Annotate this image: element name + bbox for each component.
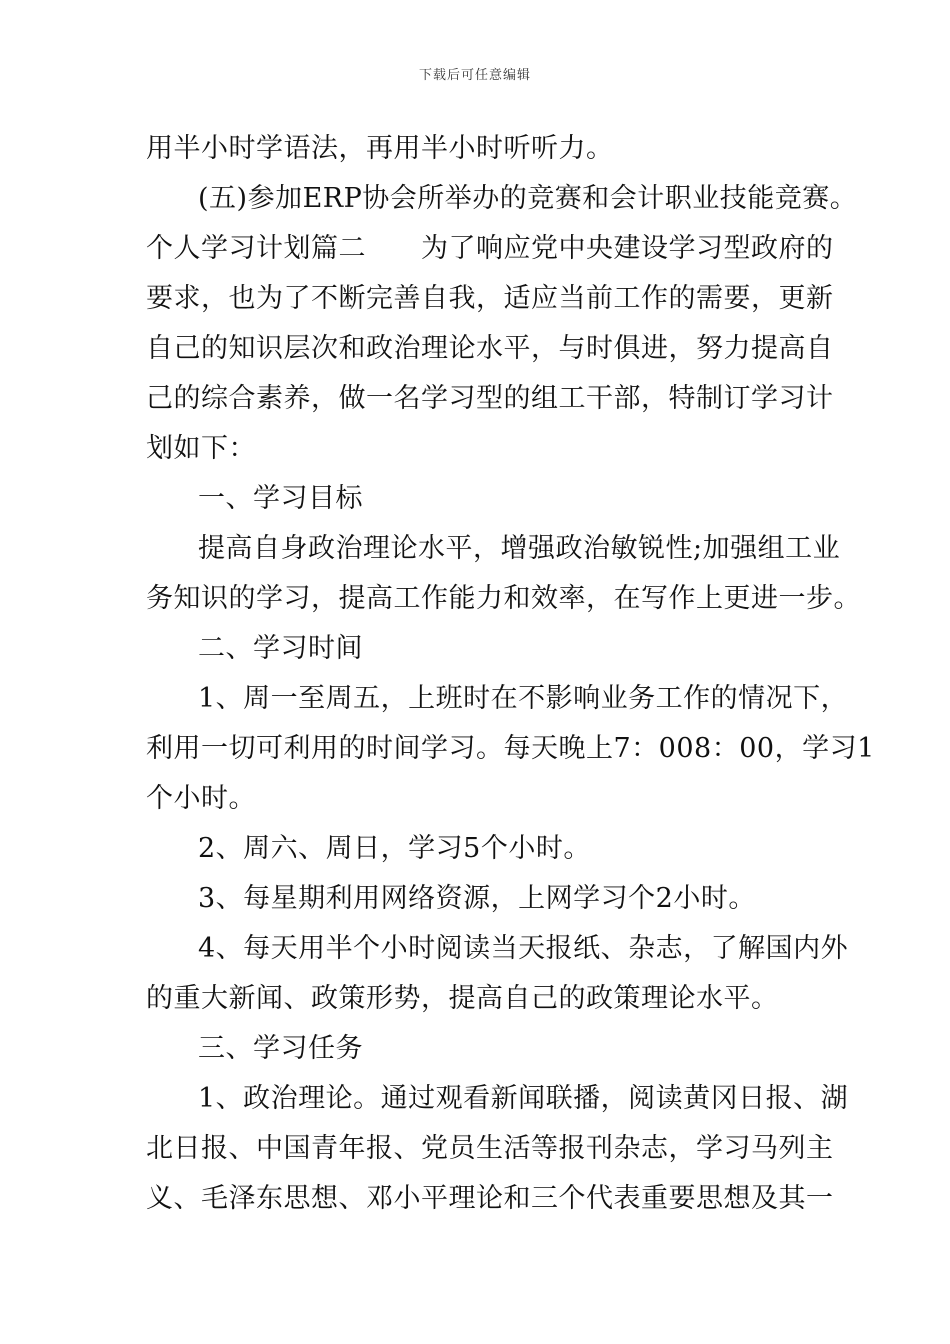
text-line-17: 4、每天用半个小时阅读当天报纸、杂志，了解国内外: [198, 933, 849, 964]
text-line-16: 3、每星期利用网络资源，上网学习个2小时。: [198, 883, 756, 914]
page-header: 下载后可任意编辑: [418, 68, 531, 83]
text-line-20: 1、政治理论。通过观看新闻联播，阅读黄冈日报、湖: [198, 1083, 849, 1114]
text-line-13: 利用一切可利用的时间学习。每天晚上7：008：00，学习1: [146, 733, 875, 764]
text-line-4: 要求，也为了不断完善自我，适应当前工作的需要，更新: [146, 283, 834, 314]
text-line-5: 自己的知识层次和政治理论水平，与时俱进，努力提高自: [146, 333, 834, 364]
text-line-9: 提高自身政治理论水平，增强政治敏锐性;加强组工业: [198, 533, 841, 564]
text-line-10: 务知识的学习，提高工作能力和效率，在写作上更进一步。: [146, 583, 861, 614]
text-line-15: 2、周六、周日，学习5个小时。: [198, 833, 591, 864]
text-line-18: 的重大新闻、政策形势，提高自己的政策理论水平。: [146, 983, 779, 1014]
section-heading-tasks: 三、学习任务: [198, 1033, 363, 1064]
text-line-2: (五)参加ERP协会所举办的竞赛和会计职业技能竞赛。: [198, 183, 858, 214]
section-heading-time: 二、学习时间: [198, 633, 363, 664]
section-heading-goals: 一、学习目标: [198, 483, 363, 514]
text-line-1: 用半小时学语法，再用半小时听听力。: [146, 133, 614, 164]
text-line-7: 划如下：: [146, 433, 256, 464]
document-body: [146, 124, 875, 1224]
text-line-22: 义、毛泽东思想、邓小平理论和三个代表重要思想及其一: [146, 1183, 834, 1214]
text-line-12: 1、周一至周五，上班时在不影响业务工作的情况下，: [198, 683, 849, 714]
text-line-3: 个人学习计划篇二 为了响应党中央建设学习型政府的: [146, 233, 834, 264]
text-line-21: 北日报、中国青年报、党员生活等报刊杂志，学习马列主: [146, 1133, 834, 1164]
text-line-14: 个小时。: [146, 783, 256, 814]
text-line-6: 己的综合素养，做一名学习型的组工干部，特制订学习计: [146, 383, 834, 414]
